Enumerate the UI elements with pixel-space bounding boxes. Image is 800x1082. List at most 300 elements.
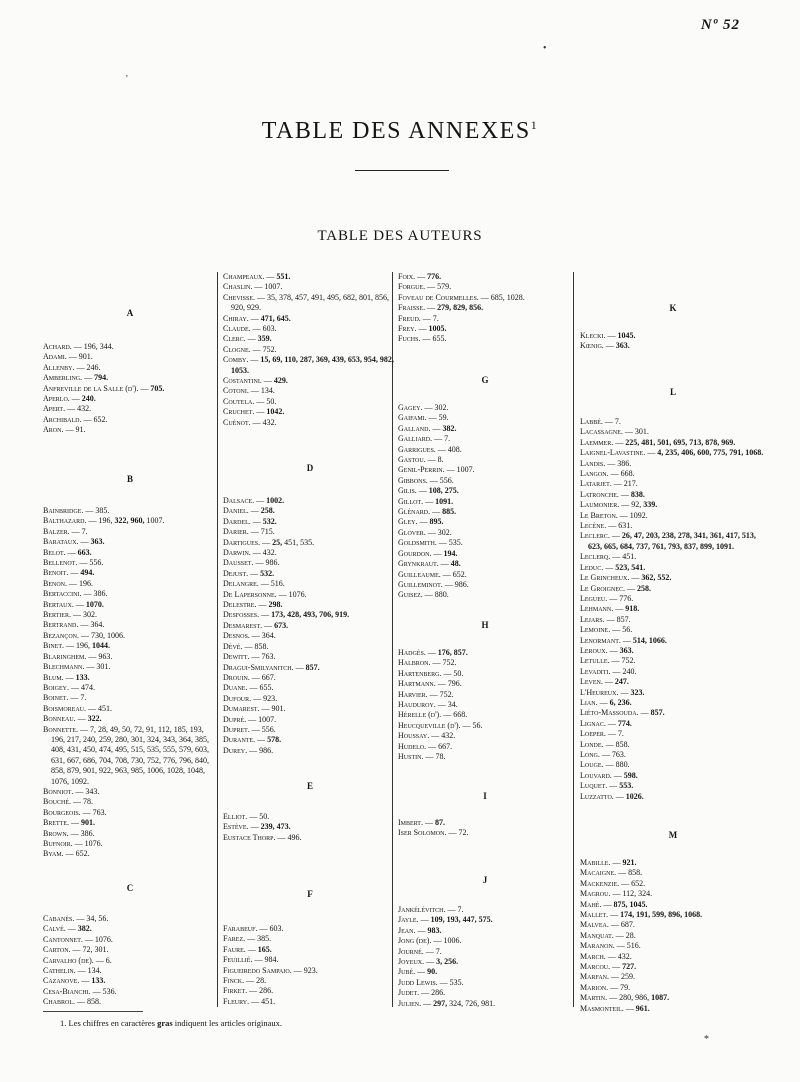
index-entry: Boismoreau. — 451. — [43, 703, 113, 713]
author-name: Luquet — [580, 781, 606, 791]
index-entry: Bourgeois. — 763. — [43, 807, 107, 817]
original-article-pages: 173, 428, 493, 706, 919. — [271, 610, 350, 620]
index-entry: Lacassagne. — 301. — [580, 427, 649, 437]
page-refs: 752. — [621, 656, 636, 666]
page-refs: 535. — [449, 977, 464, 987]
author-name: Goldsmith — [398, 538, 435, 548]
author-name: Laemmer — [580, 437, 612, 447]
author-name: Jong (de) — [398, 936, 430, 946]
author-name: Loeper — [580, 729, 604, 739]
author-name: Desmarest — [223, 620, 261, 630]
author-name: Duane — [223, 683, 246, 693]
author-name: Aperlo — [43, 394, 68, 404]
section-j-entries — [398, 905, 572, 1009]
index-entry: Bonniot. — 343. — [43, 786, 100, 796]
page-refs: 28. — [256, 976, 267, 986]
index-entry: Mabille. — 921. — [580, 858, 637, 867]
original-article-pages: 48. — [450, 559, 461, 569]
page-refs: 923. — [303, 965, 318, 975]
author-name: Dardel — [223, 516, 249, 526]
author-name: Bufnoir — [43, 839, 71, 848]
index-entry: Boigey. — 474. — [43, 682, 95, 692]
author-name: Guisez — [398, 590, 421, 600]
author-name: Bertier — [43, 610, 69, 620]
original-article-pages: 108, 275. — [428, 486, 459, 496]
index-entry: Freud. — 7. — [398, 313, 439, 323]
author-name: Benoit — [43, 568, 67, 578]
index-entry: Hustin. — 78. — [398, 752, 446, 762]
author-name: Calvé — [43, 924, 64, 934]
original-article-pages: 3, 256. — [436, 957, 459, 967]
original-article-pages: 165. — [257, 944, 272, 954]
author-name: Hauduroy — [398, 700, 434, 710]
author-name: Cantonnet — [43, 934, 81, 944]
author-name: Leclerc — [580, 531, 608, 541]
index-entry: Dejust. — 532. — [223, 568, 275, 578]
index-entry: Lian. — 6, 236. — [580, 697, 632, 707]
index-entry: L'Heureux. — 323. — [580, 687, 645, 697]
original-article-pages: 133. — [91, 976, 106, 986]
page-refs: 240. — [622, 666, 637, 676]
author-name: Manquat — [580, 930, 612, 940]
page-refs: 50. — [453, 668, 464, 678]
section-k-entries — [580, 331, 766, 352]
author-name: Klecki — [580, 331, 604, 340]
page-refs: 432. — [262, 417, 277, 427]
index-entry: Macaigne. — 858. — [580, 868, 643, 878]
section-l-entries — [580, 417, 766, 802]
author-name: Iser Solomon — [398, 828, 445, 838]
page-refs: 386. — [617, 458, 632, 468]
author-name: Gastou — [398, 455, 424, 465]
index-entry: Benoit. — 494. — [43, 568, 95, 578]
author-name: Dupret — [223, 724, 248, 734]
page-refs: 474. — [81, 682, 95, 692]
index-entry: Julien. — 297, 324, 726, 981. — [398, 998, 496, 1008]
index-entry: Bufnoir. — 1076. — [43, 839, 103, 848]
author-name: Firket — [223, 986, 246, 996]
index-entry: Cabanès. — 34, 56. — [43, 914, 109, 923]
page-refs: 687. — [620, 920, 635, 930]
author-name: March — [580, 951, 604, 961]
index-entry: Jean. — 983. — [398, 925, 442, 935]
index-entry: Dufour. — 923. — [223, 693, 278, 703]
index-entry: Iser Solomon. — 72. — [398, 828, 469, 838]
author-name: Jankélévitch — [398, 905, 444, 914]
page-refs: 667. — [438, 741, 453, 751]
index-entry: Londe. — 858. — [580, 739, 630, 749]
index-entry: Leven. — 247. — [580, 677, 629, 687]
author-name: Macaigne — [580, 868, 615, 878]
index-entry: Le Grincheux. — 362, 552. — [580, 573, 672, 583]
author-name: Liéto-Massouda — [580, 708, 637, 718]
page-title — [0, 118, 800, 145]
page-refs: 112, 324. — [622, 889, 653, 899]
author-name: Judd Lewis — [398, 977, 436, 987]
section-letter-d: D — [306, 463, 314, 473]
index-entry: Hartenberg. — 50. — [398, 668, 464, 678]
index-entry: Latronche. — 838. — [580, 489, 645, 499]
index-entry: Liéto-Massouda. — 857. — [580, 708, 665, 718]
page-refs: 603. — [262, 324, 277, 334]
author-name: Louge — [580, 760, 602, 770]
author-name: Durey — [223, 745, 246, 755]
original-article-pages: 4, 235, 406, 600, 775, 791, 1068. — [657, 448, 764, 458]
original-article-pages: 1026. — [625, 791, 644, 801]
index-entry: Finck. — 28. — [223, 976, 267, 986]
index-entry: Labbé. — 7. — [580, 417, 621, 426]
index-entry: Gillot. — 1091. — [398, 496, 454, 506]
index-entry: Feuillié. — 984. — [223, 955, 279, 965]
author-name: Fleury — [223, 996, 248, 1006]
original-article-pages: 298. — [268, 600, 283, 610]
author-name: Marion — [580, 982, 607, 992]
original-article-pages: 1091. — [435, 496, 454, 506]
index-entry: Louge. — 880. — [580, 760, 630, 770]
author-name: Imbert — [398, 818, 421, 827]
index-entry: Claude. — 603. — [223, 324, 277, 334]
section-letter-i: I — [483, 791, 487, 801]
index-entry: Mallet. — 174, 191, 599, 896, 1068. — [580, 910, 703, 920]
index-entry: Farabeuf. — 603. — [223, 924, 284, 933]
author-name: Blechmann — [43, 662, 83, 672]
page-refs: 858. — [87, 997, 102, 1007]
index-entry: Masmonteil. — 961. — [580, 1003, 650, 1013]
index-entry: Jong (de). — 1006. — [398, 936, 462, 946]
page-refs: 668. — [453, 710, 468, 720]
author-name: Binet — [43, 641, 62, 651]
author-name: Barataux — [43, 537, 77, 547]
index-entry: Imbert. — 87. — [398, 818, 445, 827]
index-entry: Desnos. — 364. — [223, 631, 276, 641]
page-refs: 796. — [447, 679, 462, 689]
page-refs: 196, — [76, 641, 90, 651]
index-entry: Chiray. — 471, 645. — [223, 313, 291, 323]
index-entry: Laemmer. — 225, 481, 501, 695, 713, 878, 969. — [580, 437, 736, 447]
author-name: Martin — [580, 993, 606, 1003]
page-refs: 763. — [611, 750, 626, 759]
page-refs: 535. — [448, 538, 463, 548]
index-entry: Louvard. — 598. — [580, 770, 638, 780]
index-entry: Farez. — 385. — [223, 934, 272, 944]
author-name: Maranon — [580, 941, 613, 951]
page-refs: 536. — [102, 986, 117, 996]
index-entry: Lignac. — 774. — [580, 718, 632, 728]
section-f-entries — [223, 924, 397, 1007]
page-refs: 364. — [261, 631, 276, 641]
index-entry: Aperlo. — 240. — [43, 394, 96, 404]
page-refs: 432. — [77, 404, 92, 414]
page-refs: 286. — [431, 988, 446, 998]
index-entry: Elliot. — 50. — [223, 812, 270, 821]
index-entry: Cotoni. — 134. — [223, 386, 275, 396]
index-entry: Chaslin. — 1007. — [223, 282, 283, 292]
author-name: Dumarest — [223, 704, 258, 714]
index-entry: Lecène. — 631. — [580, 521, 633, 531]
index-entry: De Lapersonne. — 1076. — [223, 589, 307, 599]
original-article-pages: 258. — [260, 506, 275, 516]
page-refs: 1076. — [84, 839, 103, 848]
index-entry: Cazanove. — 133. — [43, 976, 106, 986]
index-entry: Bertaccini. — 386. — [43, 589, 108, 599]
original-article-pages: 885. — [442, 507, 457, 517]
index-entry: Hérelle (d'). — 668. — [398, 710, 468, 720]
original-article-pages: 921. — [622, 858, 637, 867]
page-refs: 59. — [438, 413, 449, 423]
page-refs: 8. — [437, 455, 444, 465]
author-name: Latronche — [580, 489, 617, 499]
index-entry: Hadgès. — 176, 857. — [398, 648, 468, 657]
author-name: Labbé — [580, 417, 601, 426]
author-name: Joyeux — [398, 957, 423, 967]
author-name: Byam — [43, 849, 62, 859]
page-refs: 134. — [260, 386, 275, 396]
index-column-4 — [580, 272, 766, 1013]
author-name: Levaditi — [580, 666, 609, 676]
author-name: Allenby — [43, 362, 73, 372]
author-name: Journé — [398, 946, 422, 956]
page-refs: 196, 344. — [83, 342, 114, 351]
author-name: Hudelo — [398, 741, 425, 751]
author-name: Boigey — [43, 682, 67, 692]
author-name: Farez — [223, 934, 244, 944]
author-name: Chabrol — [43, 997, 74, 1007]
page-refs: 556. — [439, 475, 454, 485]
section-a-entries — [43, 342, 217, 436]
page-refs: 858. — [628, 868, 643, 878]
author-name: Benon — [43, 578, 65, 588]
original-article-pages: 983. — [427, 925, 442, 935]
original-article-pages: 918. — [625, 604, 640, 614]
page-refs: 516. — [626, 941, 641, 951]
original-article-pages: 6, 236. — [609, 697, 632, 707]
page-refs: 364. — [90, 620, 105, 630]
page-refs: 7. — [444, 434, 451, 444]
index-entry: Bertaux. — 1070. — [43, 599, 104, 609]
author-name: Carvalho (de) — [43, 955, 92, 965]
author-name: Archibald — [43, 414, 80, 424]
page-refs: 763. — [92, 807, 107, 817]
author-name: Farabeuf — [223, 924, 256, 933]
index-column-2 — [223, 272, 397, 1007]
page-refs: 752. — [442, 658, 457, 668]
original-article-pages: 875, 1045. — [613, 899, 648, 909]
author-name: Hadgès — [398, 648, 424, 657]
index-entry: Duane. — 655. — [223, 683, 274, 693]
index-entry: Bellenot. — 556. — [43, 558, 104, 568]
page-refs: 7. — [81, 526, 88, 536]
index-entry: Clogne. — 752. — [223, 344, 277, 354]
index-entry: Figueiredo Sampaio. — 923. — [223, 965, 318, 975]
author-name: Glover — [398, 527, 424, 537]
original-article-pages: 382. — [442, 423, 457, 433]
index-entry: Foveau de Courmelles. — 685, 1028. — [398, 292, 525, 302]
page-refs: 301. — [96, 662, 111, 672]
author-name: Heucqueville (d') — [398, 720, 459, 730]
page-refs: 667. — [261, 672, 276, 682]
author-name: Lenormant — [580, 635, 619, 645]
original-article-pages: 673. — [274, 620, 289, 630]
index-entry: Lemoine. — 56. — [580, 625, 633, 635]
index-entry: Brown. — 386. — [43, 828, 95, 838]
page-refs: 986. — [265, 558, 280, 568]
section-h-entries — [398, 648, 572, 762]
author-name: Hérelle (d') — [398, 710, 440, 720]
section-letter-e: E — [306, 781, 313, 791]
page-refs: 50. — [266, 396, 277, 406]
page-refs: 901. — [271, 704, 286, 714]
author-name: Le Groignec — [580, 583, 623, 593]
index-entry: Mackenzie. — 652. — [580, 878, 646, 888]
original-article-pages: 1044. — [92, 641, 110, 651]
author-name: Laumonier — [580, 500, 618, 510]
original-article-pages: 857. — [305, 662, 320, 672]
author-name: Le Grincheux — [580, 573, 628, 583]
index-entry: Guilleminot. — 986. — [398, 579, 469, 589]
page-refs: 302. — [434, 403, 449, 412]
author-name: Leduc — [580, 562, 602, 572]
index-entry: Genil-Perrin. — 1007. — [398, 465, 475, 475]
page-refs: 763. — [261, 652, 276, 662]
original-article-pages: 133. — [75, 672, 90, 682]
index-entry: Leclerc. — 26, 47, 203, 238, 278, 341, 361, 417, 513, 623, 665, 684, 737, 761, 793, 837, 899, 1091. — [580, 531, 756, 551]
index-entry: Coutela. — 50. — [223, 396, 277, 406]
page-refs: 386. — [80, 828, 95, 838]
author-name: Gagey — [398, 403, 421, 412]
page-refs: 652. — [75, 849, 90, 859]
author-name: Mabille — [580, 858, 609, 867]
index-entry: Laumonier. — 92, 339. — [580, 500, 658, 510]
page-refs: 652. — [93, 414, 108, 424]
author-name: Finck — [223, 976, 243, 986]
index-entry: Apert. — 432. — [43, 404, 92, 414]
page-refs: 1007. — [456, 465, 475, 475]
author-name: Desfosses — [223, 610, 258, 620]
author-name: Dupré — [223, 714, 245, 724]
original-article-pages: 363. — [619, 645, 634, 655]
original-article-pages: 297, — [433, 998, 448, 1008]
author-name: Bertaccini — [43, 589, 80, 599]
original-article-pages: 247. — [614, 677, 629, 687]
original-article-pages: 471, 645. — [260, 313, 291, 323]
stray-mark-bottom: * — [704, 1034, 709, 1045]
author-name: Bourgeois — [43, 807, 79, 817]
page-refs: 56. — [472, 720, 483, 730]
footnote-text-before: 1. Les chiffres en caractères — [60, 1018, 155, 1028]
index-entry: Dalsace. — 1002. — [223, 496, 285, 505]
index-entry: Blaringhem. — 963. — [43, 651, 113, 661]
index-entry: Journé. — 7. — [398, 946, 442, 956]
index-entry: Leroux. — 363. — [580, 645, 634, 655]
author-name: Balzer — [43, 526, 68, 536]
index-entry: Carvalho (de). — 6. — [43, 955, 112, 965]
author-name: Blaringhem — [43, 651, 85, 661]
page-refs: 259. — [621, 972, 636, 982]
author-name: Julien — [398, 998, 420, 1008]
index-entry: Bertrand. — 364. — [43, 620, 105, 630]
index-entry: Costantini. — 429. — [223, 376, 288, 386]
stray-mark-left: ' — [126, 74, 128, 85]
footnote-text-after: indiquent les articles originaux. — [174, 1018, 282, 1028]
index-entry: Comby. — 15, 69, 110, 287, 369, 439, 653, 954, 982, 1053. — [223, 355, 394, 375]
index-entry: Cruchet. — 1042. — [223, 407, 285, 417]
author-name: Bellenot — [43, 558, 76, 568]
index-entry: Klecki. — 1045. — [580, 331, 636, 340]
index-entry: Faure. — 165. — [223, 944, 272, 954]
index-entry: Dragui-Smilyanitch. — 857. — [223, 662, 320, 672]
page-refs: 343. — [85, 786, 100, 796]
author-name: Genil-Perrin — [398, 465, 443, 475]
author-name: Gaifami — [398, 413, 425, 423]
footnote-text-bold: gras — [157, 1018, 173, 1028]
author-name: Marfan — [580, 972, 608, 982]
original-article-pages: 1005. — [428, 324, 447, 334]
author-name: Bezançon — [43, 630, 77, 640]
index-entry: Gibbons. — 556. — [398, 475, 454, 485]
author-name: Amberling — [43, 373, 81, 383]
author-name: Luzzatto — [580, 791, 612, 801]
page-refs: 631. — [618, 521, 633, 531]
author-name: Achard — [43, 342, 70, 351]
index-entry: Chabrol. — 858. — [43, 997, 102, 1007]
author-name: Letulle — [580, 656, 608, 666]
author-name: Chevisse — [223, 292, 254, 302]
original-article-pages: 279, 829, 856. — [437, 303, 484, 313]
page-refs: 752. — [262, 344, 277, 354]
index-entry: Dévé. — 858. — [223, 641, 269, 651]
original-article-pages: 429. — [273, 376, 288, 386]
page-refs: 134. — [87, 966, 102, 976]
index-entry: Lenormant. — 514, 1066. — [580, 635, 667, 645]
index-entry: Delangre. — 516. — [223, 579, 285, 589]
author-name: Delestre — [223, 600, 255, 610]
original-article-pages: 514, 1066. — [632, 635, 667, 645]
page-refs: 880. — [434, 590, 449, 600]
page-subtitle: TABLE DES AUTEURS — [317, 228, 483, 244]
index-entry: Darwin. — 432. — [223, 548, 277, 558]
original-article-pages: 578. — [267, 735, 282, 745]
index-entry: Dartigues. — 25, 451, 535. — [223, 537, 315, 547]
author-name: Darwin — [223, 548, 249, 558]
author-name: Masmonteil — [580, 1003, 622, 1013]
index-entry: Hauduroy. — 34. — [398, 700, 458, 710]
index-entry: Archibald. — 652. — [43, 414, 108, 424]
index-entry: Dupret. — 556. — [223, 724, 276, 734]
index-entry: Le Breton. — 1092. — [580, 510, 648, 520]
author-name: Mahé — [580, 899, 600, 909]
author-name: Dewitt — [223, 652, 248, 662]
index-entry: Champeaux. — 551. — [223, 272, 291, 281]
index-entry: Daniel. — 258. — [223, 506, 275, 516]
author-name: Guilleaume — [398, 569, 439, 579]
index-entry: Boinet. — 7. — [43, 693, 87, 703]
page-refs: 34, 56. — [86, 914, 109, 923]
page-refs: 432. — [262, 548, 277, 558]
page-refs: 1076. — [94, 934, 113, 944]
index-entry: Joyeux. — 3, 256. — [398, 957, 459, 967]
author-name: Foix — [398, 272, 414, 281]
original-article-pages: 194. — [443, 548, 458, 558]
index-entry: Lehmann. — 918. — [580, 604, 640, 614]
author-name: Boismoreau — [43, 703, 85, 713]
original-article-pages: 15, 69, 110, 287, 369, 439, 653, 954, 982, 1053. — [231, 355, 394, 375]
column-divider — [217, 272, 218, 1007]
author-name: Judet — [398, 988, 418, 998]
page-refs: 196. — [79, 578, 93, 588]
author-name: Clogne — [223, 344, 249, 354]
title-rule — [355, 170, 449, 171]
author-name: Elliot — [223, 812, 246, 821]
